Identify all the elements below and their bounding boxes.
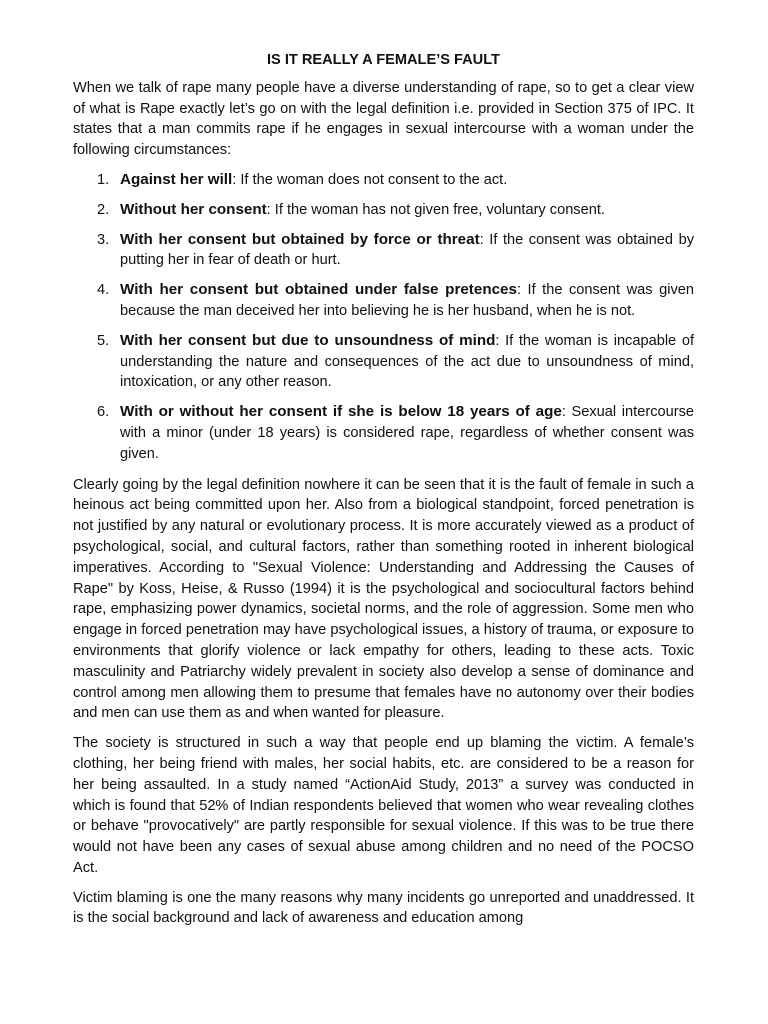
list-term: With or without her consent if she is below 18 years of age [120,403,562,421]
list-number: 1. [97,171,110,188]
document-page [73,50,694,938]
list-item [73,170,694,191]
list-item [73,280,694,322]
intro-paragraph: When we talk of rape many people have a diverse understanding of rape, so to get a clear view of what is Rape exactly let’s go on with the legal definition i.e. provided in Section 375 of IPC. It states that a man commits rape if he engages in sexual intercourse with a woman under the following circumstances: [73,79,694,159]
list-item [73,200,694,221]
list-term: Against her will [120,170,233,188]
list-text: : If the consent was obtained by putting her in fear of death or hurt. [120,231,694,269]
list-text: : If the consent was given because the man deceived her into believing he is her husband, when he is not. [120,282,694,319]
list-item [73,331,694,393]
list-number: 5. [97,332,110,349]
list-text: : If the woman has not given free, voluntary consent. [266,201,605,218]
list-term: With her consent but due to unsoundness of mind [120,331,496,349]
list-number: 6. [97,404,110,421]
list-item [73,230,694,272]
list-text: : If the woman does not consent to the act. [232,171,508,188]
list-number: 2. [97,201,110,218]
list-number: 3. [97,231,110,248]
list-item [73,402,694,464]
document-title: IS IT REALLY A FEMALE’S FAULT [267,52,500,68]
body-paragraph-3: The society is structured in such a way that people end up blaming the victim. A female’s clothing, her being friend with males, her social habits, etc. are considered to be a reason for her being assaulted. In a study named “ActionAid Study, 2013” a survey was conducted in which is found that 52% of Indian respondents believed that women who wear revealing clothes or behave "provocatively" are partly responsible for sexual violence. If this was to be true there would not have been any cases of sexual abuse among children and no need of the POCSO Act. [73,735,694,876]
list-term: With her consent but obtained by force or threat [120,230,480,248]
list-term: Without her consent [120,200,267,218]
body-paragraph-4: Victim blaming is one the many reasons why many incidents go unreported and unaddressed. It is the social background and lack of awareness and education among [73,889,694,927]
circumstances-list [73,170,694,465]
list-term: With her consent but obtained under false pretences [120,281,517,299]
list-text: : If the woman is incapable of understanding the nature and consequences of the act due to unsoundness of mind, intoxication, or any other reason. [120,332,694,391]
list-number: 4. [97,282,110,299]
body-paragraph-2: Clearly going by the legal definition nowhere it can be seen that it is the fault of female in such a heinous act being committed upon her. Also from a biological standpoint, forced penetration is not justified by any natural or evolutionary process. It is more accurately viewed as a product of psychological, social, and cultural factors, rather than something rooted in inherent biological imperatives. According to "Sexual Violence: Understanding and Addressing the Causes of Rape" by Koss, Heise, & Russo (1994) it is the psychological and sociocultural factors behind rape, emphasizing power dynamics, societal norms, and the role of aggression. Some men who engage in forced penetration may have psychological issues, a history of trauma, or exposure to environments that glorify violence or lack empathy for others, leading to these acts. Toxic masculinity and Patriarchy widely prevalent in society also develop a sense of dominance and control among men allowing them to presume that females have no autonomy over their bodies and men can use them as and when wanted for pleasure. [73,476,694,722]
list-text: : Sexual intercourse with a minor (under 18 years) is considered rape, regardless of whether consent was given. [120,404,694,462]
